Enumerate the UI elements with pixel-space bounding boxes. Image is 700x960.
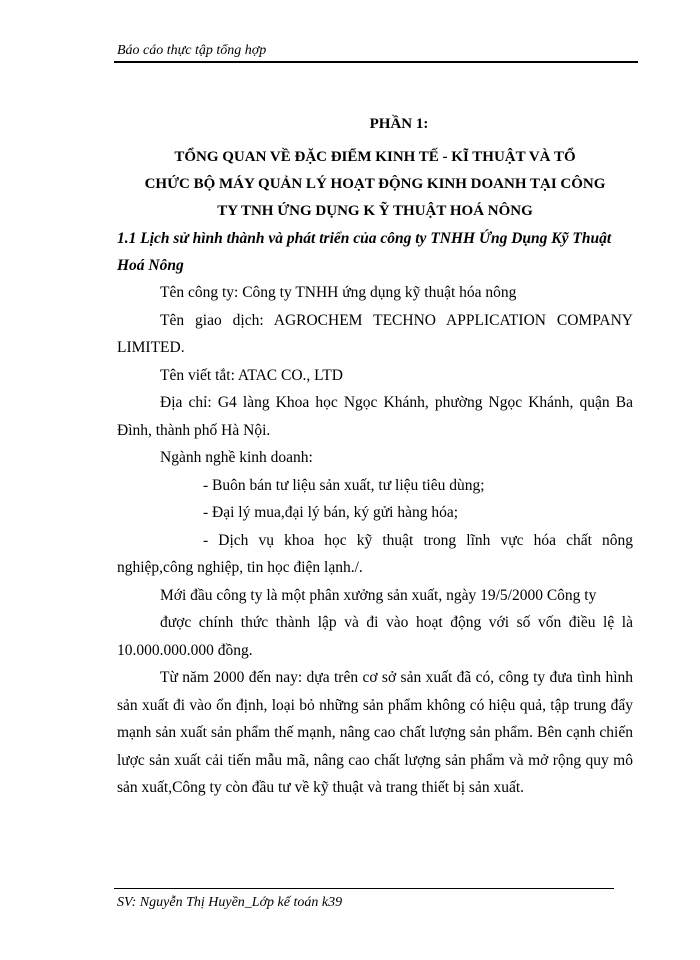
founding-line-2: được chính thức thành lập và đi vào hoạt động với số vốn điều lệ là 10.000.000.000 đồng.	[117, 614, 633, 659]
part-label: PHẦN 1:	[369, 116, 429, 132]
part-heading	[117, 144, 633, 225]
trade-name: Tên giao dịch: AGROCHEM TECHNO APPLICATION COMPANY LIMITED.	[117, 311, 633, 356]
footer-divider	[114, 888, 614, 889]
development-paragraph: Từ năm 2000 đến nay: dựa trên cơ sở sản xuất đã có, công ty đưa tình hình sản xuất đi vào ổn định, loại bỏ những sản phẩm không có hiệu quả, tập trung đẩy mạnh sản xuất sản phẩm thế mạnh, nâng cao chất lượng sản phẩm. Bên cạnh chiến lược sản xuất cải tiến mẫu mã, nâng cao chất lượng sản phẩm và mở rộng quy mô sản xuất,Công ty còn đầu tư về kỹ thuật và trang thiết bị sản xuất.	[117, 669, 633, 796]
footer-author: SV: Nguyễn Thị Huyền_Lớp kế toán k39	[117, 895, 343, 910]
business-item-3: - Dịch vụ khoa học kỹ thuật trong lĩnh vực hóa chất nông nghiệp,công nghiệp, tin học điện lạnh./.	[117, 531, 633, 576]
header-divider	[114, 61, 638, 63]
document-body	[117, 114, 633, 802]
address: Địa chỉ: G4 làng Khoa học Ngọc Khánh, phường Ngọc Khánh, quận Ba Đình, thành phố Hà Nội.	[117, 394, 633, 439]
part-heading-line-1: TỔNG QUAN VỀ ĐẶC ĐIỂM KINH TẾ - KĨ THUẬT VÀ TỔ	[174, 149, 576, 165]
part-heading-line-2: CHỨC BỘ MÁY QUẢN LÝ HOẠT ĐỘNG KINH DOANH TẠI CÔNG	[144, 176, 606, 192]
part-heading-line-3: TY TNH ỨNG DỤNG K Ỹ THUẬT HOÁ NÔNG	[217, 203, 533, 219]
founding-line-1: Mới đầu công ty là một phân xưởng sản xuất, ngày 19/5/2000 Công ty	[160, 586, 597, 604]
business-label: Ngành nghề kinh doanh:	[160, 449, 313, 466]
business-item-1: - Buôn bán tư liệu sản xuất, tư liệu tiêu dùng;	[203, 476, 485, 494]
business-item-2: - Đại lý mua,đại lý bán, ký gửi hàng hóa;	[203, 504, 459, 521]
company-name: Tên công ty: Công ty TNHH ứng dụng kỹ thuật hóa nông	[160, 284, 517, 301]
page-header-title: Báo cáo thực tập tổng hợp	[117, 43, 267, 58]
section-title: 1.1 Lịch sử hình thành và phát triển của công ty TNHH Ứng Dụng Kỹ Thuật Hoá Nông	[117, 230, 612, 274]
abbreviation: Tên viết tắt: ATAC CO., LTD	[160, 366, 343, 384]
